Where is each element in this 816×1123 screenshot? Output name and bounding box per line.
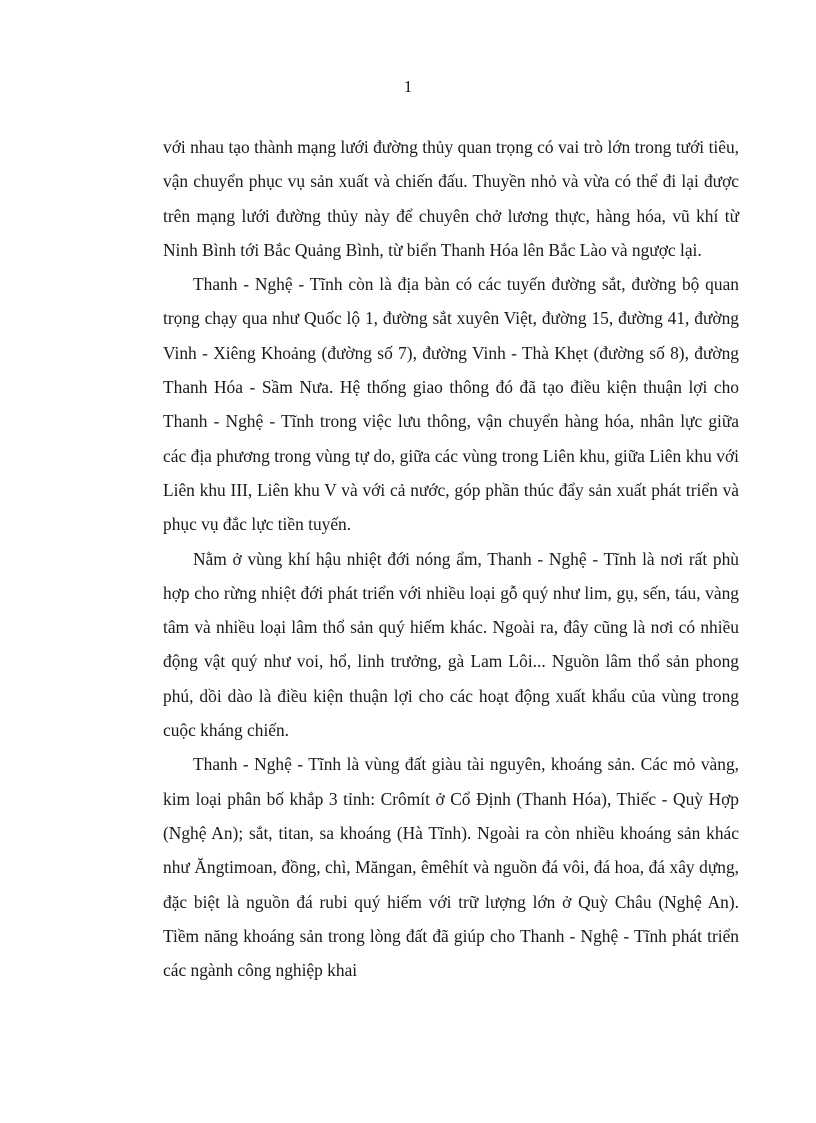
document-body — [163, 130, 739, 987]
paragraph-forest-resources: Nằm ở vùng khí hậu nhiệt đới nóng ẩm, Thanh - Nghệ - Tĩnh là nơi rất phù hợp cho rừng nhiệt đới phát triển với nhiều loại gỗ quý như lim, gụ, sến, táu, vàng tâm và nhiều loại lâm thổ sản quý hiếm khác. Ngoài ra, đây cũng là nơi có nhiều động vật quý như voi, hổ, linh trưởng, gà Lam Lôi... Nguồn lâm thổ sản phong phú, dồi dào là điều kiện thuận lợi cho các hoạt động xuất khẩu của vùng trong cuộc kháng chiến. — [163, 548, 739, 741]
page-number: 1 — [403, 77, 413, 96]
paragraph-transport-routes: Thanh - Nghệ - Tĩnh còn là địa bàn có các tuyến đường sắt, đường bộ quan trọng chạy qua như Quốc lộ 1, đường sắt xuyên Việt, đường 15, đường 41, đường Vinh - Xiêng Khoảng (đường số 7), đường Vinh - Thà Khẹt (đường số 8), đường Thanh Hóa - Sầm Nưa. Hệ thống giao thông đó đã tạo điều kiện thuận lợi cho Thanh - Nghệ - Tĩnh trong việc lưu thông, vận chuyển hàng hóa, nhân lực giữa các địa phương trong vùng tự do, giữa các vùng trong Liên khu, giữa Liên khu với Liên khu III, Liên khu V và với cả nước, góp phần thúc đẩy sản xuất phát triển và phục vụ đắc lực tiền tuyến. — [163, 274, 739, 535]
paragraph-continuation: với nhau tạo thành mạng lưới đường thủy quan trọng có vai trò lớn trong tưới tiêu, vận chuyển phục vụ sản xuất và chiến đấu. Thuyền nhỏ và vừa có thể đi lại được trên mạng lưới đường thủy này để chuyên chở lương thực, hàng hóa, vũ khí từ Ninh Bình tới Bắc Quảng Bình, từ biển Thanh Hóa lên Bắc Lào và ngược lại. — [163, 137, 739, 260]
paragraph-mineral-resources: Thanh - Nghệ - Tĩnh là vùng đất giàu tài nguyên, khoáng sản. Các mỏ vàng, kim loại phân bố khắp 3 tỉnh: Crômít ở Cổ Định (Thanh Hóa), Thiếc - Quỳ Hợp (Nghệ An); sắt, titan, sa khoáng (Hà Tĩnh). Ngoài ra còn nhiều khoáng sản khác như Ăngtimoan, đồng, chì, Măngan, êmêhít và nguồn đá vôi, đá hoa, đá xây dựng, đặc biệt là nguồn đá rubi quý hiếm với trữ lượng lớn ở Quỳ Châu (Nghệ An). Tiềm năng khoáng sản trong lòng đất đã giúp cho Thanh - Nghệ - Tĩnh phát triển các ngành công nghiệp khai — [163, 754, 739, 981]
